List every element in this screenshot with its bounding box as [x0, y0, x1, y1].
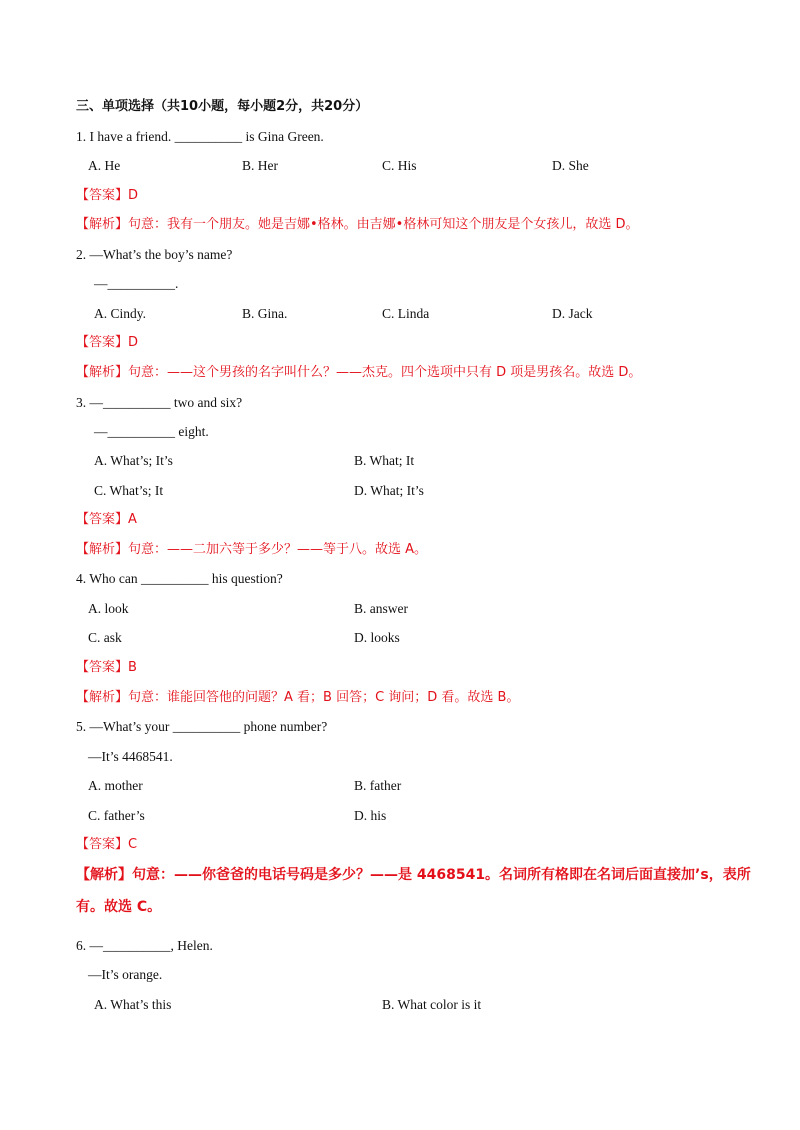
question-1-stem: 1. I have a friend. __________ is Gina Green. [76, 129, 324, 144]
q1-option-b: B. Her [242, 158, 278, 173]
question-3-stem: 3. —__________ two and six? [76, 395, 243, 410]
q3-option-c: C. What’s; It [94, 483, 164, 498]
q3-option-d: D. What; It’s [354, 483, 424, 498]
q1-option-a: A. He [88, 158, 121, 173]
q4-option-c: C. ask [88, 630, 122, 645]
question-6-line-2: —It’s orange. [88, 967, 163, 982]
q5-answer: 【答案】C [76, 837, 138, 852]
question-3-line-2: —__________ eight. [94, 424, 209, 439]
q5-option-b: B. father [354, 778, 402, 793]
q1-answer: 【答案】D [76, 188, 139, 203]
q3-answer: 【答案】A [76, 512, 137, 527]
q1-option-c: C. His [382, 158, 417, 173]
q6-option-b: B. What color is it [382, 997, 482, 1012]
q5-option-d: D. his [354, 808, 387, 823]
q6-option-a: A. What’s this [94, 997, 172, 1012]
q4-option-d: D. looks [354, 630, 400, 645]
q2-analysis: 【解析】句意：——这个男孩的名字叫什么？——杰克。四个选项中只有 D 项是男孩名。故选 D。 [76, 365, 642, 380]
q3-analysis: 【解析】句意：——二加六等于多少？——等于八。故选 A。 [76, 542, 428, 557]
q5-option-a: A. mother [88, 778, 143, 793]
q3-option-a: A. What’s; It’s [94, 453, 173, 468]
question-4-stem: 4. Who can __________ his question? [76, 571, 283, 586]
q2-answer: 【答案】D [76, 335, 139, 350]
q2-option-a: A. Cindy. [94, 306, 147, 321]
question-5-stem: 5. —What’s your __________ phone number? [76, 719, 328, 734]
q4-option-b: B. answer [354, 601, 408, 616]
q4-answer: 【答案】B [76, 660, 137, 675]
question-5-line-2: —It’s 4468541. [88, 749, 173, 764]
q1-option-d: D. She [552, 158, 589, 173]
q2-option-b: B. Gina. [242, 306, 288, 321]
q2-option-d: D. Jack [552, 306, 593, 321]
q3-option-b: B. What; It [354, 453, 415, 468]
q5-analysis-line-1: 【解析】句意：——你爸爸的电话号码是多少？——是 4468541。名词所有格即在名词后面直接加’s，表所 [76, 867, 751, 883]
q5-analysis-line-2: 有。故选 C。 [76, 899, 162, 915]
q4-analysis: 【解析】句意：谁能回答他的问题？A 看；B 回答；C 询问；D 看。故选 B。 [76, 690, 520, 705]
question-6-stem: 6. —__________, Helen. [76, 938, 213, 953]
section-title: 三、单项选择（共10小题，每小题2分，共20分） [76, 99, 369, 114]
question-2-line-2: —__________. [94, 276, 179, 291]
q5-option-c: C. father’s [88, 808, 145, 823]
q4-option-a: A. look [88, 601, 129, 616]
q2-option-c: C. Linda [382, 306, 430, 321]
q1-analysis: 【解析】句意：我有一个朋友。她是吉娜•格林。由吉娜•格林可知这个朋友是个女孩儿，故选 D。 [76, 217, 639, 232]
question-2-stem: 2. —What’s the boy’s name? [76, 247, 233, 262]
